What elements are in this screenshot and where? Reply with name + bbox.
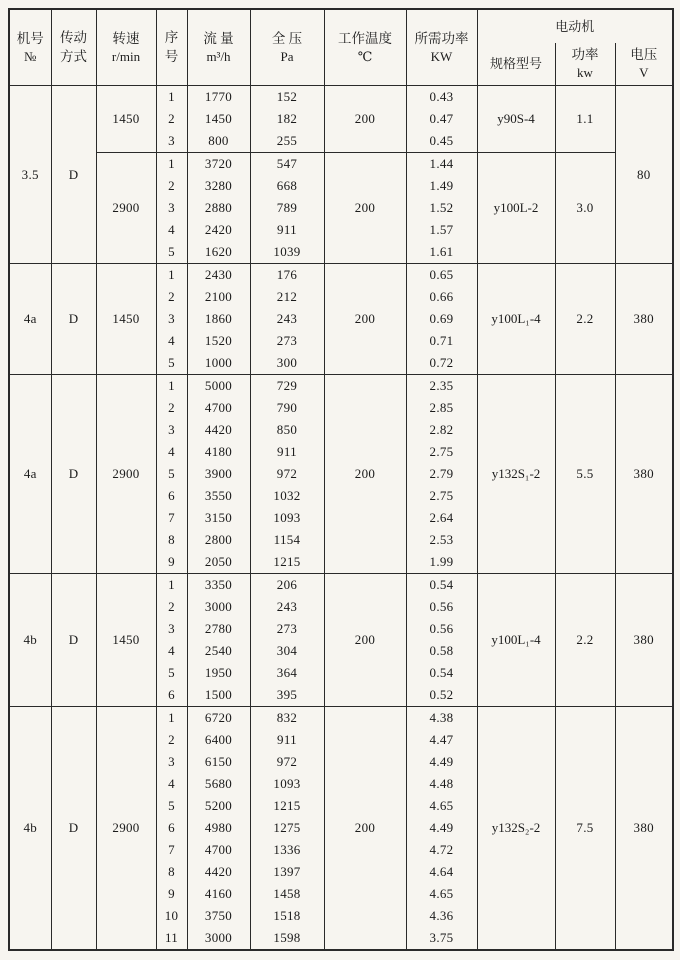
- flow-cell: 5680: [187, 773, 250, 795]
- required-power-cell: 0.47: [406, 108, 477, 130]
- index-cell: 9: [156, 551, 187, 574]
- voltage-cell: 380: [615, 375, 673, 574]
- header-motor-power-unit: kw: [577, 65, 593, 81]
- flow-cell: 1860: [187, 308, 250, 330]
- machine-no-cell: 4a: [9, 264, 51, 375]
- header-pressure-unit: Pa: [280, 48, 294, 64]
- required-power-cell: 4.64: [406, 861, 477, 883]
- flow-cell: 6400: [187, 729, 250, 751]
- index-cell: 8: [156, 861, 187, 883]
- header-drive: [51, 9, 96, 86]
- header-motor-group: 电动机: [477, 9, 673, 43]
- required-power-cell: 2.85: [406, 397, 477, 419]
- required-power-cell: 0.66: [406, 286, 477, 308]
- pressure-cell: 1093: [250, 773, 324, 795]
- pressure-cell: 1154: [250, 529, 324, 551]
- index-cell: 7: [156, 839, 187, 861]
- temperature-cell: 200: [324, 574, 406, 707]
- pressure-cell: 1336: [250, 839, 324, 861]
- pressure-cell: 790: [250, 397, 324, 419]
- required-power-cell: 0.69: [406, 308, 477, 330]
- flow-cell: 4180: [187, 441, 250, 463]
- header-motor-power-cn: 功率: [571, 47, 599, 63]
- drive-cell: D: [51, 707, 96, 951]
- pressure-cell: 243: [250, 308, 324, 330]
- index-cell: 4: [156, 773, 187, 795]
- pressure-cell: 1039: [250, 241, 324, 264]
- header-voltage: [615, 43, 673, 86]
- flow-cell: 4700: [187, 397, 250, 419]
- flow-cell: 4420: [187, 419, 250, 441]
- flow-cell: 2780: [187, 618, 250, 640]
- table-row: [9, 707, 673, 730]
- flow-cell: 2050: [187, 551, 250, 574]
- required-power-cell: 2.82: [406, 419, 477, 441]
- pressure-cell: 1458: [250, 883, 324, 905]
- speed-cell: 2900: [96, 707, 156, 951]
- table-row: [9, 86, 673, 109]
- header-motor-model: 规格型号: [477, 43, 555, 86]
- required-power-cell: 0.43: [406, 86, 477, 109]
- pressure-cell: 1215: [250, 795, 324, 817]
- required-power-cell: 0.54: [406, 662, 477, 684]
- header-speed-unit: r/min: [111, 48, 141, 64]
- pressure-cell: 1275: [250, 817, 324, 839]
- header-motor-power: [555, 43, 615, 86]
- flow-cell: 3000: [187, 927, 250, 950]
- motor-power-cell: 1.1: [555, 86, 615, 153]
- index-cell: 2: [156, 286, 187, 308]
- flow-cell: 1000: [187, 352, 250, 375]
- required-power-cell: 1.61: [406, 241, 477, 264]
- voltage-cell: 380: [615, 264, 673, 375]
- index-cell: 3: [156, 130, 187, 153]
- pressure-cell: 1093: [250, 507, 324, 529]
- table-header: [9, 9, 673, 86]
- flow-cell: 2800: [187, 529, 250, 551]
- header-speed-cn: 转速: [112, 30, 140, 46]
- required-power-cell: 1.49: [406, 175, 477, 197]
- pressure-cell: 850: [250, 419, 324, 441]
- flow-cell: 2540: [187, 640, 250, 662]
- pressure-cell: 1032: [250, 485, 324, 507]
- fan-spec-table: [8, 8, 674, 951]
- table-row: [9, 375, 673, 398]
- pressure-cell: 176: [250, 264, 324, 287]
- index-cell: 3: [156, 197, 187, 219]
- index-cell: 5: [156, 662, 187, 684]
- header-pressure: [250, 9, 324, 86]
- table-row: [9, 574, 673, 597]
- temperature-cell: 200: [324, 707, 406, 951]
- required-power-cell: 4.48: [406, 773, 477, 795]
- index-cell: 9: [156, 883, 187, 905]
- machine-no-cell: 4b: [9, 707, 51, 951]
- header-required-power: [406, 9, 477, 86]
- speed-cell: 2900: [96, 375, 156, 574]
- header-temperature: [324, 9, 406, 86]
- drive-cell: D: [51, 86, 96, 264]
- required-power-cell: 2.75: [406, 441, 477, 463]
- flow-cell: 3720: [187, 153, 250, 176]
- pressure-cell: 152: [250, 86, 324, 109]
- pressure-cell: 1518: [250, 905, 324, 927]
- index-cell: 5: [156, 463, 187, 485]
- pressure-cell: 243: [250, 596, 324, 618]
- motor-model-cell: y100L-2: [477, 153, 555, 264]
- index-cell: 1: [156, 574, 187, 597]
- flow-cell: 3280: [187, 175, 250, 197]
- required-power-cell: 0.56: [406, 618, 477, 640]
- required-power-cell: 3.75: [406, 927, 477, 950]
- flow-cell: 3350: [187, 574, 250, 597]
- required-power-cell: 0.71: [406, 330, 477, 352]
- header-index-cn-1: 序: [164, 30, 179, 46]
- table-row: [9, 153, 673, 176]
- index-cell: 1: [156, 707, 187, 730]
- pressure-cell: 212: [250, 286, 324, 308]
- motor-power-cell: 3.0: [555, 153, 615, 264]
- flow-cell: 5200: [187, 795, 250, 817]
- motor-power-cell: 2.2: [555, 574, 615, 707]
- index-cell: 5: [156, 795, 187, 817]
- motor-model-cell: y132S₂-2: [477, 707, 555, 951]
- temperature-cell: 200: [324, 264, 406, 375]
- index-cell: 11: [156, 927, 187, 950]
- machine-no-cell: 4b: [9, 574, 51, 707]
- index-cell: 1: [156, 375, 187, 398]
- required-power-cell: 2.64: [406, 507, 477, 529]
- header-voltage-cn: 电压: [630, 47, 658, 63]
- header-drive-cn-1: 传动: [60, 30, 87, 46]
- header-flow: [187, 9, 250, 86]
- flow-cell: 6720: [187, 707, 250, 730]
- flow-cell: 3550: [187, 485, 250, 507]
- temperature-cell: 200: [324, 375, 406, 574]
- index-cell: 8: [156, 529, 187, 551]
- index-cell: 1: [156, 153, 187, 176]
- header-required-power-unit: KW: [430, 48, 453, 64]
- required-power-cell: 0.45: [406, 130, 477, 153]
- required-power-cell: 0.56: [406, 596, 477, 618]
- speed-cell: 1450: [96, 264, 156, 375]
- drive-cell: D: [51, 574, 96, 707]
- header-machine-no: [9, 9, 51, 86]
- flow-cell: 2420: [187, 219, 250, 241]
- index-cell: 7: [156, 507, 187, 529]
- machine-no-cell: 3.5: [9, 86, 51, 264]
- index-cell: 6: [156, 485, 187, 507]
- flow-cell: 4160: [187, 883, 250, 905]
- pressure-cell: 911: [250, 219, 324, 241]
- pressure-cell: 972: [250, 751, 324, 773]
- table-body: [9, 86, 673, 951]
- pressure-cell: 668: [250, 175, 324, 197]
- pressure-cell: 395: [250, 684, 324, 707]
- required-power-cell: 1.57: [406, 219, 477, 241]
- pressure-cell: 255: [250, 130, 324, 153]
- index-cell: 1: [156, 264, 187, 287]
- flow-cell: 4980: [187, 817, 250, 839]
- header-temperature-unit: ℃: [357, 48, 373, 64]
- flow-cell: 1520: [187, 330, 250, 352]
- required-power-cell: 1.52: [406, 197, 477, 219]
- voltage-cell: 380: [615, 707, 673, 951]
- pressure-cell: 273: [250, 618, 324, 640]
- required-power-cell: 2.79: [406, 463, 477, 485]
- pressure-cell: 300: [250, 352, 324, 375]
- pressure-cell: 911: [250, 441, 324, 463]
- voltage-cell: 380: [615, 574, 673, 707]
- required-power-cell: 2.35: [406, 375, 477, 398]
- required-power-cell: 4.65: [406, 883, 477, 905]
- header-index-cn-2: 号: [164, 48, 179, 64]
- index-cell: 6: [156, 817, 187, 839]
- voltage-cell: 80: [615, 86, 673, 264]
- header-voltage-unit: V: [639, 65, 649, 81]
- pressure-cell: 273: [250, 330, 324, 352]
- flow-cell: 2100: [187, 286, 250, 308]
- header-drive-cn-2: 方式: [60, 48, 87, 64]
- header-machine-no-cn: 机号: [16, 30, 44, 46]
- motor-power-cell: 7.5: [555, 707, 615, 951]
- drive-cell: D: [51, 264, 96, 375]
- required-power-cell: 4.72: [406, 839, 477, 861]
- motor-model-cell: y132S₁-2: [477, 375, 555, 574]
- required-power-cell: 0.52: [406, 684, 477, 707]
- pressure-cell: 789: [250, 197, 324, 219]
- pressure-cell: 206: [250, 574, 324, 597]
- pressure-cell: 1598: [250, 927, 324, 950]
- pressure-cell: 911: [250, 729, 324, 751]
- required-power-cell: 1.99: [406, 551, 477, 574]
- index-cell: 2: [156, 175, 187, 197]
- header-speed: [96, 9, 156, 86]
- flow-cell: 2880: [187, 197, 250, 219]
- flow-cell: 800: [187, 130, 250, 153]
- drive-cell: D: [51, 375, 96, 574]
- required-power-cell: 4.38: [406, 707, 477, 730]
- flow-cell: 5000: [187, 375, 250, 398]
- flow-cell: 3900: [187, 463, 250, 485]
- index-cell: 2: [156, 729, 187, 751]
- temperature-cell: 200: [324, 86, 406, 153]
- pressure-cell: 1397: [250, 861, 324, 883]
- required-power-cell: 2.53: [406, 529, 477, 551]
- required-power-cell: 4.47: [406, 729, 477, 751]
- pressure-cell: 1215: [250, 551, 324, 574]
- index-cell: 4: [156, 640, 187, 662]
- index-cell: 4: [156, 219, 187, 241]
- speed-cell: 1450: [96, 574, 156, 707]
- flow-cell: 3000: [187, 596, 250, 618]
- required-power-cell: 2.75: [406, 485, 477, 507]
- required-power-cell: 4.49: [406, 817, 477, 839]
- flow-cell: 3750: [187, 905, 250, 927]
- speed-cell: 2900: [96, 153, 156, 264]
- header-flow-unit: m³/h: [206, 48, 231, 64]
- motor-model-cell: y100L₁-4: [477, 264, 555, 375]
- index-cell: 10: [156, 905, 187, 927]
- pressure-cell: 832: [250, 707, 324, 730]
- index-cell: 3: [156, 618, 187, 640]
- motor-model-cell: y100L₁-4: [477, 574, 555, 707]
- index-cell: 3: [156, 419, 187, 441]
- pressure-cell: 364: [250, 662, 324, 684]
- header-required-power-cn: 所需功率: [414, 30, 469, 46]
- machine-no-cell: 4a: [9, 375, 51, 574]
- index-cell: 5: [156, 352, 187, 375]
- flow-cell: 2430: [187, 264, 250, 287]
- header-flow-cn: 流 量: [203, 30, 234, 46]
- header-machine-no-unit: №: [24, 48, 37, 64]
- index-cell: 2: [156, 108, 187, 130]
- flow-cell: 6150: [187, 751, 250, 773]
- pressure-cell: 304: [250, 640, 324, 662]
- required-power-cell: 4.49: [406, 751, 477, 773]
- required-power-cell: 1.44: [406, 153, 477, 176]
- pressure-cell: 182: [250, 108, 324, 130]
- index-cell: 4: [156, 441, 187, 463]
- flow-cell: 3150: [187, 507, 250, 529]
- required-power-cell: 4.65: [406, 795, 477, 817]
- flow-cell: 1950: [187, 662, 250, 684]
- pressure-cell: 729: [250, 375, 324, 398]
- flow-cell: 1450: [187, 108, 250, 130]
- pressure-cell: 547: [250, 153, 324, 176]
- required-power-cell: 0.72: [406, 352, 477, 375]
- required-power-cell: 4.36: [406, 905, 477, 927]
- required-power-cell: 0.54: [406, 574, 477, 597]
- flow-cell: 4700: [187, 839, 250, 861]
- flow-cell: 1620: [187, 241, 250, 264]
- pressure-cell: 972: [250, 463, 324, 485]
- index-cell: 6: [156, 684, 187, 707]
- index-cell: 2: [156, 397, 187, 419]
- index-cell: 3: [156, 751, 187, 773]
- speed-cell: 1450: [96, 86, 156, 153]
- header-temperature-cn: 工作温度: [338, 30, 392, 46]
- required-power-cell: 0.65: [406, 264, 477, 287]
- table-row: [9, 264, 673, 287]
- index-cell: 4: [156, 330, 187, 352]
- index-cell: 2: [156, 596, 187, 618]
- index-cell: 5: [156, 241, 187, 264]
- required-power-cell: 0.58: [406, 640, 477, 662]
- motor-power-cell: 2.2: [555, 264, 615, 375]
- temperature-cell: 200: [324, 153, 406, 264]
- flow-cell: 4420: [187, 861, 250, 883]
- motor-model-cell: y90S-4: [477, 86, 555, 153]
- motor-power-cell: 5.5: [555, 375, 615, 574]
- index-cell: 1: [156, 86, 187, 109]
- index-cell: 3: [156, 308, 187, 330]
- flow-cell: 1500: [187, 684, 250, 707]
- flow-cell: 1770: [187, 86, 250, 109]
- header-pressure-cn: 全 压: [271, 30, 303, 46]
- header-index: [156, 9, 187, 86]
